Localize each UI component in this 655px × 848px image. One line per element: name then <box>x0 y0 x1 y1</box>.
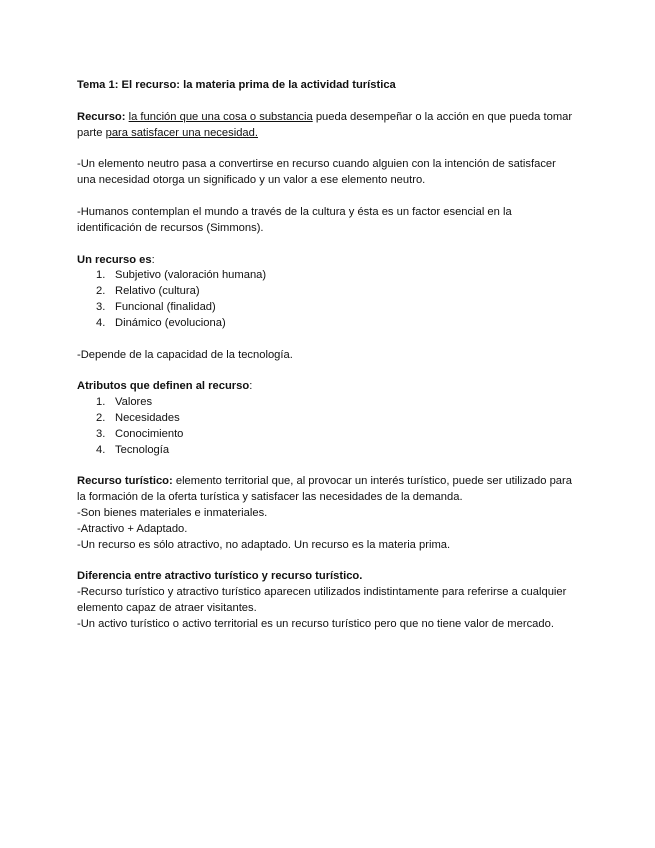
list-item <box>77 427 577 443</box>
paragraph-neutral-element: -Un elemento neutro pasa a convertirse en recurso cuando alguien con la intención de satisfacer una necesidad otorga un significado y un valor a ese elemento neutro. <box>77 158 556 187</box>
list-item <box>77 300 577 316</box>
recurso-turistico-text: elemento territorial que, al provocar un interés turístico, puede ser utilizado para la formación de la oferta turística y satisfacer las necesidades de la demanda. <box>77 475 572 504</box>
recurso-turistico-term: Recurso turístico: <box>77 475 173 488</box>
recurso-turistico-line: -Son bienes materiales e inmateriales. <box>77 506 268 519</box>
list-number: 2. <box>96 411 106 424</box>
list-text: Valores <box>115 396 153 409</box>
list-item <box>77 284 577 300</box>
atributos-heading <box>77 379 577 395</box>
list-number: 2. <box>96 285 106 298</box>
recurso-es-list <box>77 268 577 331</box>
list-number: 4. <box>96 443 106 456</box>
list-text: Dinámico (evoluciona) <box>115 316 226 329</box>
list-number: 3. <box>96 427 106 440</box>
diferencia-line: -Un activo turístico o activo territorial es un recurso turístico pero que no tiene valor de mercado. <box>77 617 554 630</box>
list-item <box>77 316 577 332</box>
list-number: 1. <box>96 269 106 282</box>
diferencia-heading: Diferencia entre atractivo turístico y recurso turístico. <box>77 570 363 583</box>
definition-text: pueda desempeñar o la acción en que pueda tomar parte <box>77 110 573 139</box>
list-text: Subjetivo (valoración humana) <box>115 269 267 282</box>
recurso-es-heading <box>77 253 577 269</box>
list-text: Tecnología <box>115 443 170 456</box>
recurso-es-heading-text: Un recurso es <box>77 253 152 266</box>
list-text: Necesidades <box>115 411 180 424</box>
definition-underlined-1: la función que una cosa o substancia <box>128 110 313 123</box>
list-item <box>77 395 577 411</box>
atributos-colon: : <box>249 380 253 393</box>
list-item <box>77 268 577 284</box>
list-number: 4. <box>96 316 106 329</box>
definition-term: Recurso: <box>77 110 126 123</box>
list-number: 1. <box>96 396 106 409</box>
recurso-es-colon: : <box>151 253 155 266</box>
paragraph-technology: -Depende de la capacidad de la tecnología. <box>77 348 293 361</box>
recurso-turistico-line: -Un recurso es sólo atractivo, no adaptado. Un recurso es la materia prima. <box>77 538 451 551</box>
list-number: 3. <box>96 300 106 313</box>
list-text: Relativo (cultura) <box>115 285 200 298</box>
definition-underlined-2: para satisfacer una necesidad. <box>105 126 258 139</box>
diferencia-line: -Recurso turístico y atractivo turístico aparecen utilizados indistintamente para referirse a cualquier elemento capaz de atraer visitantes. <box>77 586 567 614</box>
document-title: Tema 1: El recurso: la materia prima de la actividad turística <box>77 79 396 91</box>
document-body <box>77 78 577 633</box>
recurso-turistico-paragraph <box>77 474 577 506</box>
recurso-turistico-line: -Atractivo + Adaptado. <box>77 522 188 535</box>
list-text: Funcional (finalidad) <box>115 300 216 313</box>
atributos-list <box>77 395 577 458</box>
list-item <box>77 411 577 427</box>
definition-paragraph <box>77 110 577 142</box>
list-text: Conocimiento <box>115 427 184 440</box>
list-item <box>77 443 577 459</box>
paragraph-culture: -Humanos contemplan el mundo a través de la cultura y ésta es un factor esencial en la identificación de recursos (Simmons). <box>77 205 512 234</box>
atributos-heading-text: Atributos que definen al recurso <box>77 380 250 393</box>
